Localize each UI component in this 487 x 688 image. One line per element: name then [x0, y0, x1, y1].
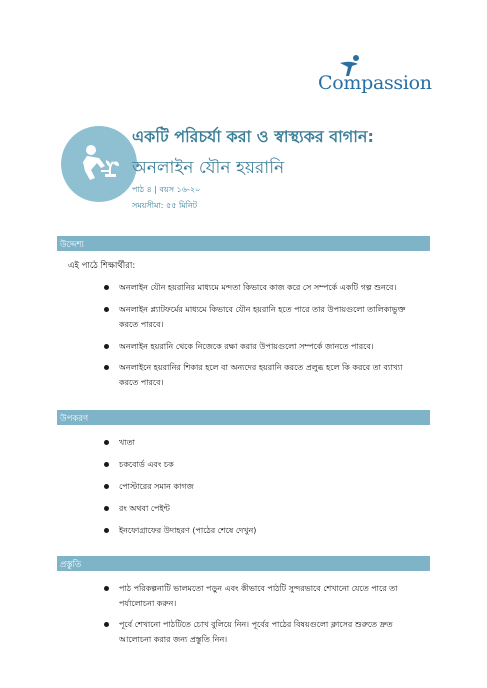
list-item: অনলাইন হয়রানি থেকে নিজেকে রক্ষা করার উপায়গুলো সম্পর্কে জানতে পারবে।	[104, 339, 419, 354]
section-bar-materials	[57, 410, 430, 425]
lesson-subtitle: অনলাইন যৌন হয়রানি	[132, 158, 285, 178]
section-bar-objectives	[57, 236, 430, 251]
list-item: অনলাইন যৌন হয়রানির মাধ্যমে মন্দতা কিভাবে কাজ করে সে সম্পর্কে একটি গল্প শুনবে।	[104, 280, 419, 295]
list-item: পাঠ পরিকল্পনাটি ভালমতো পড়ুন এবং কীভাবে পাঠটি সুন্দরভাবে শেখানো যেতে পারে তা পর্যালোচনা করুন।	[104, 581, 419, 611]
compassion-logo	[318, 58, 433, 98]
list-item: পোস্টারের সমান কাগজ	[104, 479, 419, 494]
child-plant-icon	[61, 126, 137, 202]
list-item: রং অথবা পেইন্ট	[104, 501, 419, 516]
section-heading-objectives: উদ্দেশ্য	[60, 240, 84, 250]
list-item: ইনফোগ্রাফের উদাহরণ (পাঠের শেষে দেখুন)	[104, 523, 419, 538]
logo-wordmark: Compassion	[318, 72, 432, 94]
list-item: চকবোর্ড এবং চক	[104, 457, 419, 472]
section-heading-preparation: প্রস্তুতি	[60, 560, 82, 570]
objectives-intro: এই পাঠে শিক্ষার্থীরা:	[68, 261, 136, 271]
section-bar-preparation	[57, 556, 430, 571]
list-item: পূর্বে শেখানো পাঠটিতে চোখ বুলিয়ে নিন। পূর্বের পাঠের বিষয়গুলো ক্লাসের শুরুতে দ্রুত আলোচনা করার জন্য প্রস্তুতি নিন।	[104, 617, 419, 647]
lesson-age-meta: পাঠ ৪ | বয়স ১৬-২০	[132, 185, 201, 194]
section-heading-materials: উপকরণ	[60, 414, 89, 424]
lesson-title: একটি পরিচর্যা করা ও স্বাস্থ্যকর বাগান:	[132, 127, 374, 146]
list-item: অনলাইনে হয়রানির শিকার হলে বা অন্যদের হয়রানি করতে প্রলুব্ধ হলে কি করবে তা ব্যাখ্যা করতে পারবে।	[104, 360, 419, 390]
lesson-duration-meta: সময়সীমা: ৫৫ মিনিট	[132, 201, 198, 210]
list-item: খাতা	[104, 435, 419, 450]
list-item: অনলাইন প্ল্যাটফর্মের মাধ্যমে কিভাবে যৌন হয়রানি হতে পারে তার উপায়গুলো তালিকাভুক্ত করতে পারবে।	[104, 302, 419, 332]
